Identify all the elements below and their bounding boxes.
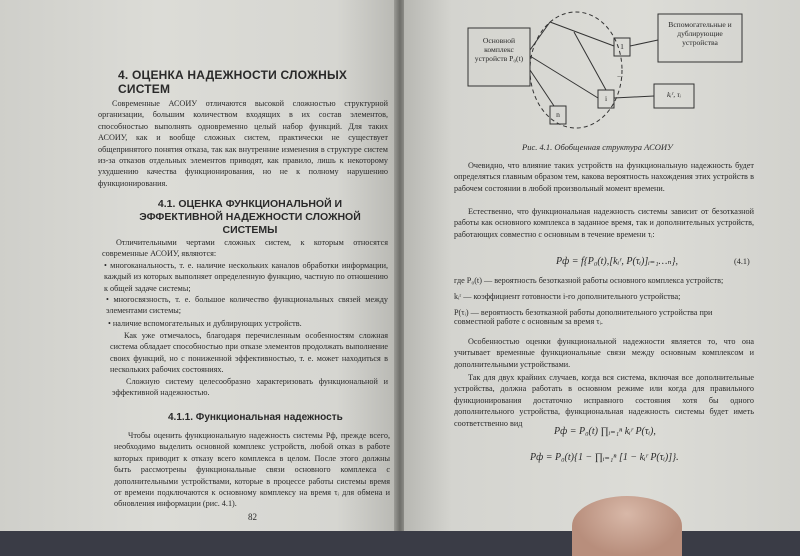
bullet-item-2: • многосвязность, т. е. большое количество функциональных связей между элементами системы;: [106, 295, 388, 316]
after-bullets-paragraph: Как уже отмечалось, благодаря перечисленным особенностям сложная система обладает способностью при отказе элементов продолжать выполнение своих функций, но с пониженной эффективностью, т. е. может находиться в нескольких рабочих состояниях.: [110, 331, 388, 375]
complexity-paragraph: Сложную систему целесообразно характеризовать функциональной и эффективной надежностью.: [112, 377, 388, 398]
intro-paragraph: Современные АСОИУ отличаются высокой сложностью структурной организации, большим количеством входящих в их состав элементов, способностью выполнять одновременно целый набор функций. Для таких АСОИУ, как и вообще сложных систем, практически не существует общепринятого понятия отказа, так как внутренние изменения в структуре систем из-за отказов отдельных элементов приводят, как правило, лишь к некоторому ухудшению качества функционирования, но не к полному нарушению функционирования.: [98, 99, 388, 188]
formula-4-1: Pф = f{P₀(t),[kᵢʳ, P(τᵢ)]ᵢ₌₁…ₙ},: [556, 256, 678, 267]
devices-ellipse: [530, 12, 622, 128]
bullet-item-3: • наличие вспомогательных и дублирующих устройств.: [108, 319, 302, 328]
subsection-title: 4.1.1. Функциональная надежность: [168, 412, 343, 423]
right-paragraph-3: Особенностью оценки функциональной надежности является то, что она учитывает временные функциональные связи между основным комплексом и дополнительными устройствами.: [454, 337, 754, 369]
left-page: [0, 0, 396, 531]
definition-p0: где P₀(t) — вероятность безотказной работы основного комплекса устройств;: [454, 276, 724, 285]
right-page: [404, 0, 800, 531]
formula-complement: Pф = P₀(t){1 − ∏ᵢ₌₁ⁿ [1 − kᵢʳ P(τᵢ)]}.: [530, 452, 679, 463]
device-label-n: n: [556, 110, 560, 119]
formula-number: (4.1): [734, 257, 750, 266]
device-label-1: 1: [620, 42, 624, 51]
page-number-left: 82: [248, 512, 257, 522]
chapter-title: 4. ОЦЕНКА НАДЕЖНОСТИ СЛОЖНЫХ СИСТЕМ: [118, 68, 348, 96]
diagram-dots: ...: [617, 70, 623, 79]
features-lead: Отличительными чертами сложных систем, к которым относятся современные АСОИУ, являются:: [102, 238, 388, 259]
definition-ptau: P(τᵢ) — вероятность безотказной работы дополнительного устройства при совместной работе с основным за время τᵢ.: [454, 308, 713, 326]
main-complex-label: Основной комплекс устройств P₀(t): [474, 36, 524, 63]
figure-caption: Рис. 4.1. Обобщенная структура АСОИУ: [522, 142, 673, 152]
subsection-paragraph: Чтобы оценить функциональную надежность системы Pф, прежде всего, необходимо выделить основной комплекс устройств, любой отказ в работе которых приводит к отказу всего комплекса в целом. После этого должны быть рассмотрены функциональные связи основного комплекса с дополнительными устройствами, которые в процессе работы системы время от времени подключаются к основному комплексу на время τᵢ для обмена и обновления информации (рис. 4.1).: [114, 431, 390, 509]
k-label: kᵢʳ, τᵢ: [667, 90, 681, 99]
definition-k: kᵢʳ — коэффициент готовности i-го дополнительного устройства;: [454, 292, 681, 301]
thumb: [572, 496, 682, 556]
formula-product: Pф = P₀(t) ∏ᵢ₌₁ⁿ kᵢʳ P(τᵢ),: [554, 426, 656, 437]
right-paragraph-1: Очевидно, что влияние таких устройств на функциональную надежность будет определяться главным образом тем, какова вероятность нахождения этих устройств в рабочем состоянии в любой произвольный момент времени.: [454, 161, 754, 193]
section-title: 4.1. ОЦЕНКА ФУНКЦИОНАЛЬНОЙ И ЭФФЕКТИВНОЙ НАДЕЖНОСТИ СЛОЖНОЙ СИСТЕМЫ: [139, 198, 361, 236]
device-label-i: i: [604, 94, 608, 103]
right-paragraph-4: Так для двух крайних случаев, когда вся система, включая все дополнительные устройства, должна работать в основном режиме или когда для правильного функционирования достаточно исправного состояния хотя бы одного дополнительного устройства, функциональная надежность системы будет иметь соответственно вид: [454, 373, 754, 428]
bullet-item-1: • многоканальность, т. е. наличие нескольких каналов обработки информации, каждый из которых выполняет определенную функцию, частную по отношению к общей задаче системы;: [104, 261, 388, 293]
right-paragraph-2: Естественно, что функциональная надежность системы зависит от безотказной работы как основного комплекса в заданное время, так и дополнительных устройств, работающих совместно с основным в течение времени τᵢ:: [454, 207, 754, 239]
aux-devices-label: Вспомогательные и дублирующие устройства: [668, 20, 732, 47]
